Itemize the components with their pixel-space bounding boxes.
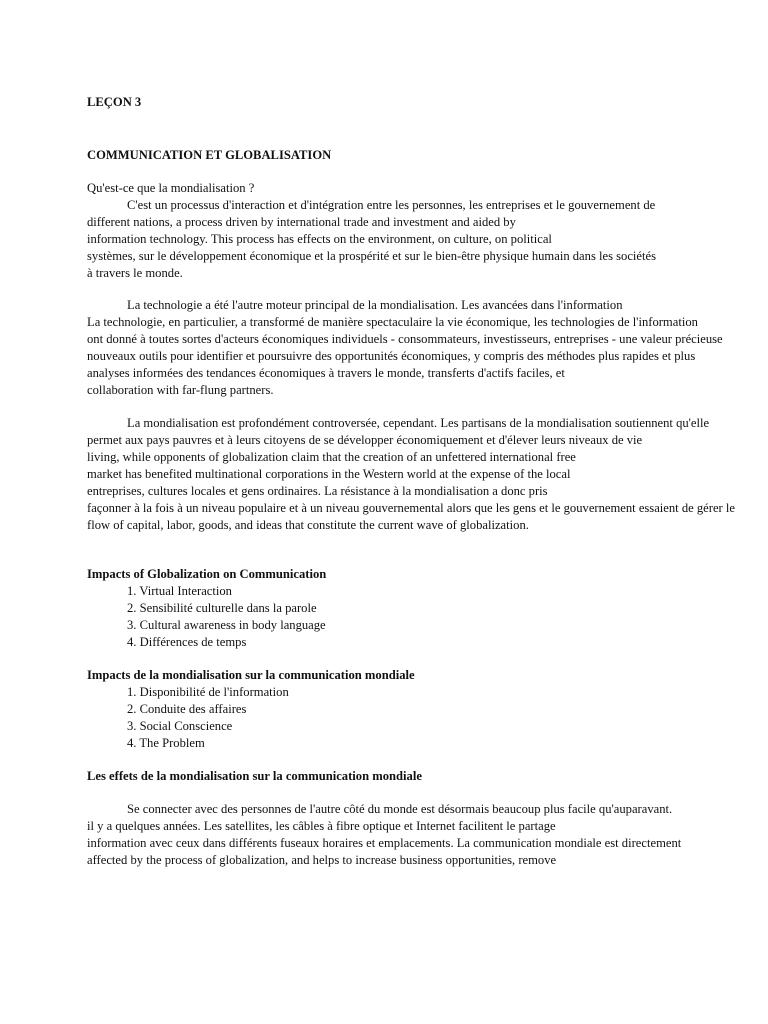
paragraph-line: collaboration with far-flung partners. — [87, 383, 274, 397]
paragraph-line: flow of capital, labor, goods, and ideas that constitute the current wave of globalization. — [87, 518, 529, 532]
paragraph-line: living, while opponents of globalization claim that the creation of an unfettered international free — [87, 450, 576, 464]
heading-impacts-en: Impacts of Globalization on Communication — [87, 567, 327, 581]
section-title: COMMUNICATION ET GLOBALISATION — [87, 148, 332, 162]
heading-impacts-fr: Impacts de la mondialisation sur la communication mondiale — [87, 668, 415, 682]
paragraph-line: different nations, a process driven by international trade and investment and aided by — [87, 215, 516, 229]
list-item: 2. Sensibilité culturelle dans la parole — [127, 601, 317, 615]
list-item: 3. Social Conscience — [127, 719, 233, 733]
list-item: 4. The Problem — [127, 736, 205, 750]
lesson-title: LEÇON 3 — [87, 95, 142, 109]
paragraph-line: à travers le monde. — [87, 266, 183, 280]
paragraph-line: La technologie a été l'autre moteur principal de la mondialisation. Les avancées dans l'information — [127, 298, 623, 312]
list-item: 1. Disponibilité de l'information — [127, 685, 289, 699]
paragraph-line: La mondialisation est profondément controversée, cependant. Les partisans de la mondialisation soutiennent qu'elle — [127, 416, 710, 430]
paragraph-line: systèmes, sur le développement économique et la prospérité et sur le bien-être physique humain dans les sociétés — [87, 249, 657, 263]
paragraph-line: information technology. This process has effects on the environment, on culture, on political — [87, 232, 552, 246]
paragraph-line: entreprises, cultures locales et gens ordinaires. La résistance à la mondialisation a donc pris — [87, 484, 548, 498]
paragraph-line: La technologie, en particulier, a transformé de manière spectaculaire la vie économique, les technologies de l'information — [87, 315, 698, 329]
paragraph-line: analyses informées des tendances économiques à travers le monde, transferts d'actifs faciles, et — [87, 366, 565, 380]
paragraph-line: market has benefited multinational corporations in the Western world at the expense of the local — [87, 467, 571, 481]
paragraph-line: permet aux pays pauvres et à leurs citoyens de se développer économiquement et d'élever leurs niveaux de vie — [87, 433, 643, 447]
list-item: 3. Cultural awareness in body language — [127, 618, 326, 632]
paragraph-line: affected by the process of globalization, and helps to increase business opportunities, remove — [87, 853, 557, 867]
paragraph-line: Se connecter avec des personnes de l'autre côté du monde est désormais beaucoup plus facile qu'auparavant. — [127, 802, 673, 816]
list-item: 2. Conduite des affaires — [127, 702, 247, 716]
paragraph-line: il y a quelques années. Les satellites, les câbles à fibre optique et Internet facilitent le partage — [87, 819, 556, 833]
heading-effects: Les effets de la mondialisation sur la communication mondiale — [87, 769, 422, 783]
question-line: Qu'est-ce que la mondialisation ? — [87, 181, 255, 195]
paragraph-line: information avec ceux dans différents fuseaux horaires et emplacements. La communication mondiale est directement — [87, 836, 682, 850]
list-item: 4. Différences de temps — [127, 635, 247, 649]
paragraph-line: façonner à la fois à un niveau populaire et à un niveau gouvernemental alors que les gens et le gouvernement essaient de gérer le — [87, 501, 735, 515]
list-item: 1. Virtual Interaction — [127, 584, 232, 598]
paragraph-line: C'est un processus d'interaction et d'intégration entre les personnes, les entreprises et le gouvernement de — [127, 198, 656, 212]
paragraph-line: nouveaux outils pour identifier et poursuivre des opportunités économiques, y compris des méthodes plus rapides et plus — [87, 349, 696, 363]
paragraph-line: ont donné à toutes sortes d'acteurs économiques individuels - consommateurs, investisseurs, entreprises - une valeur précieuse — [87, 332, 723, 346]
